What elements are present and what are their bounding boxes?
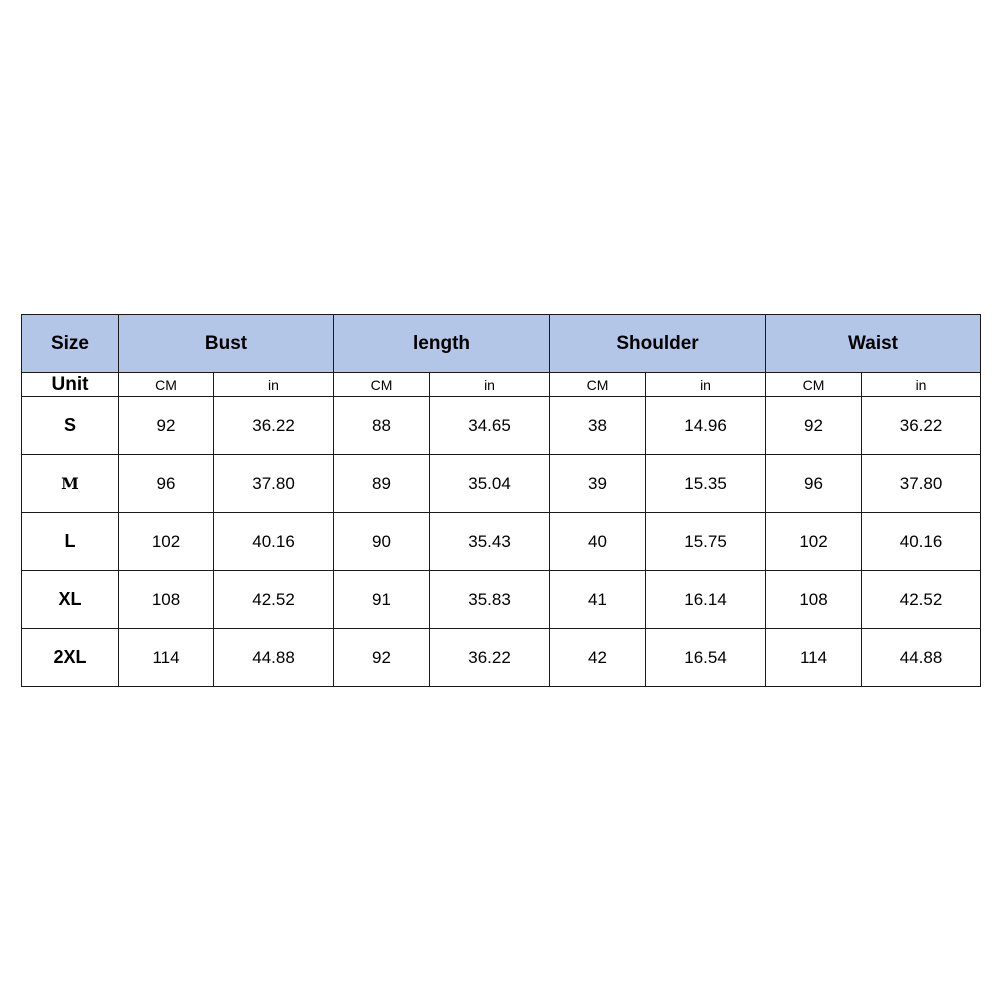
size-chart-table <box>21 314 981 687</box>
table-cell: 38 <box>550 397 646 455</box>
table-cell: 42.52 <box>862 571 981 629</box>
table-cell: 42 <box>550 629 646 687</box>
table-cell: 15.75 <box>646 513 766 571</box>
table-cell: 35.04 <box>430 455 550 513</box>
header-waist: Waist <box>766 315 981 373</box>
table-cell: 102 <box>119 513 214 571</box>
table-cell: 96 <box>766 455 862 513</box>
unit-label: Unit <box>22 373 119 397</box>
table-cell: 35.43 <box>430 513 550 571</box>
unit-cell: in <box>862 373 981 397</box>
table-cell: 114 <box>119 629 214 687</box>
table-cell: 88 <box>334 397 430 455</box>
table-cell: 15.35 <box>646 455 766 513</box>
table-row <box>22 455 981 513</box>
table-cell: 92 <box>334 629 430 687</box>
header-length: length <box>334 315 550 373</box>
unit-cell: CM <box>334 373 430 397</box>
size-label: S <box>22 397 119 455</box>
table-cell: 108 <box>119 571 214 629</box>
table-row <box>22 513 981 571</box>
table-cell: 37.80 <box>862 455 981 513</box>
unit-cell: CM <box>119 373 214 397</box>
table-cell: 92 <box>119 397 214 455</box>
table-cell: 16.54 <box>646 629 766 687</box>
table-cell: 91 <box>334 571 430 629</box>
table-cell: 16.14 <box>646 571 766 629</box>
size-label: M <box>22 455 119 513</box>
table-cell: 108 <box>766 571 862 629</box>
unit-row <box>22 373 981 397</box>
unit-cell: CM <box>550 373 646 397</box>
table-cell: 44.88 <box>214 629 334 687</box>
table-cell: 89 <box>334 455 430 513</box>
table-cell: 37.80 <box>214 455 334 513</box>
table-cell: 41 <box>550 571 646 629</box>
table-cell: 36.22 <box>430 629 550 687</box>
unit-cell: in <box>430 373 550 397</box>
table-cell: 90 <box>334 513 430 571</box>
table-cell: 40.16 <box>862 513 981 571</box>
table-row <box>22 571 981 629</box>
table-cell: 36.22 <box>214 397 334 455</box>
header-shoulder: Shoulder <box>550 315 766 373</box>
table-cell: 96 <box>119 455 214 513</box>
table-row <box>22 397 981 455</box>
header-size: Size <box>22 315 119 373</box>
table-cell: 36.22 <box>862 397 981 455</box>
table-cell: 40 <box>550 513 646 571</box>
table-cell: 34.65 <box>430 397 550 455</box>
table-cell: 35.83 <box>430 571 550 629</box>
header-row <box>22 315 981 373</box>
table-cell: 39 <box>550 455 646 513</box>
table-cell: 114 <box>766 629 862 687</box>
table-cell: 44.88 <box>862 629 981 687</box>
unit-cell: in <box>214 373 334 397</box>
unit-cell: CM <box>766 373 862 397</box>
header-bust: Bust <box>119 315 334 373</box>
table-cell: 40.16 <box>214 513 334 571</box>
table-cell: 102 <box>766 513 862 571</box>
table-cell: 92 <box>766 397 862 455</box>
size-label: 2XL <box>22 629 119 687</box>
unit-cell: in <box>646 373 766 397</box>
table-cell: 14.96 <box>646 397 766 455</box>
size-label: XL <box>22 571 119 629</box>
table-row <box>22 629 981 687</box>
size-label: L <box>22 513 119 571</box>
table-cell: 42.52 <box>214 571 334 629</box>
